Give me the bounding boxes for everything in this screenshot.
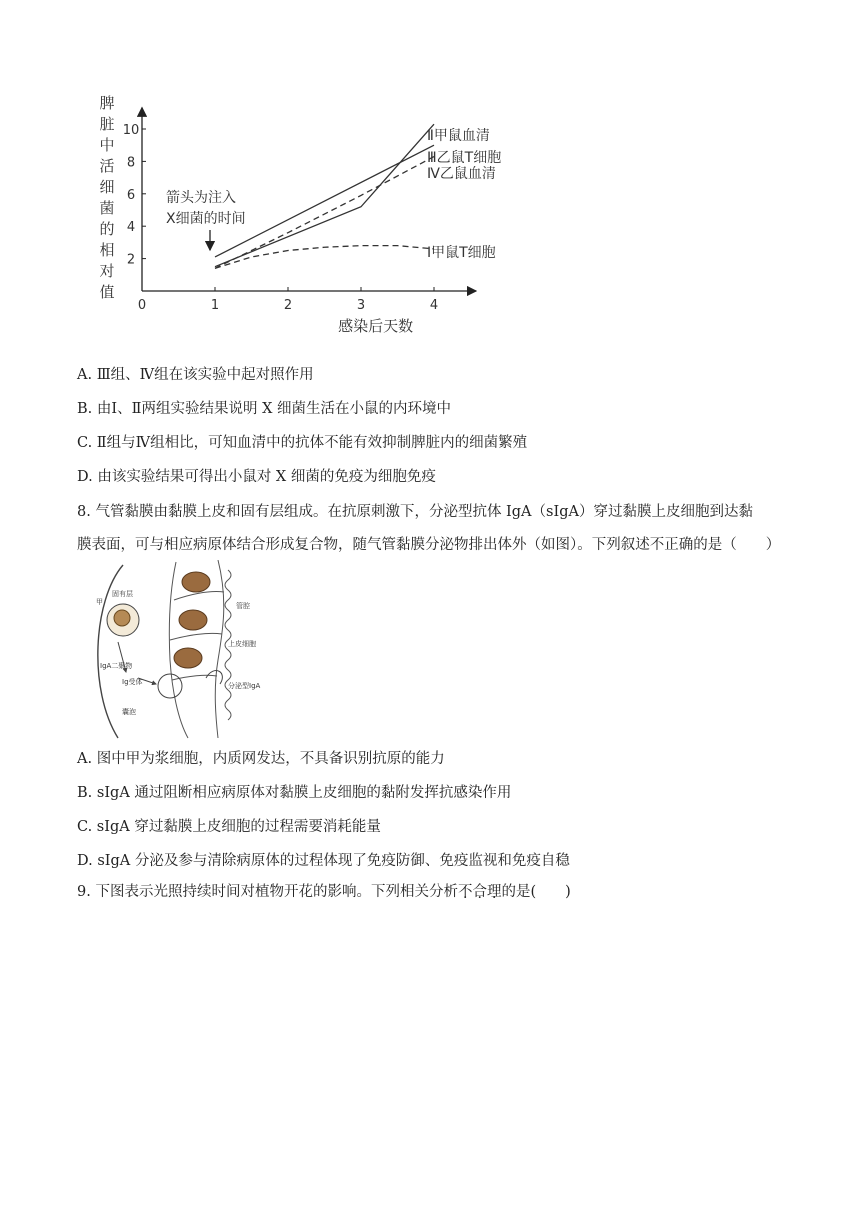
x-tick-label: 2	[283, 298, 293, 313]
y-tick-label: 2	[126, 252, 136, 268]
y-axis-label-char: 值	[99, 283, 115, 301]
q7-chart	[90, 90, 540, 350]
vesicle	[158, 674, 182, 698]
y-axis-label-char: 的	[99, 220, 115, 238]
series-label: Ⅱ甲鼠血清	[427, 128, 490, 144]
q7-option-d: D. 由该实验结果可得出小鼠对 X 细菌的免疫为细胞免疫	[77, 469, 436, 485]
label-vesicle: 囊泡	[122, 708, 136, 716]
q7-option-b: B. 由Ⅰ、Ⅱ两组实验结果说明 X 细菌生活在小鼠的内环境中	[77, 401, 451, 417]
mucosa-diagram	[78, 560, 288, 740]
y-axis-label-char: 相	[99, 241, 115, 259]
emphasis-char: 不	[457, 884, 473, 900]
q8-option-d: D. sIgA 分泌及参与清除病原体的过程体现了免疫防御、免疫监视和免疫自稳	[77, 853, 570, 869]
line-chart-svg	[90, 90, 540, 350]
series-label: Ⅲ乙鼠T细胞	[427, 150, 502, 166]
q8-figure	[78, 560, 288, 740]
x-tick-label: 4	[429, 298, 439, 313]
series-line	[215, 157, 434, 269]
apical-membrane	[215, 560, 224, 738]
annotation-text: 箭头为注入	[166, 190, 236, 206]
q9-stem-post: 的是( )	[501, 884, 571, 900]
label-siga: 分泌型IgA	[228, 682, 261, 690]
y-axis-label-char: 中	[99, 136, 115, 154]
x-tick-label: 1	[210, 298, 220, 313]
x-tick-label: 3	[356, 298, 366, 313]
series-label: Ⅳ乙鼠血清	[427, 166, 496, 182]
x-tick-label: 0	[137, 298, 147, 313]
nucleus	[182, 572, 210, 592]
label-guanqiang: 管腔	[236, 602, 250, 610]
q9-stem-emphasis	[458, 884, 502, 900]
q9-stem	[77, 881, 571, 903]
y-tick-label: 8	[126, 155, 136, 171]
q8-option-a: A. 图中甲为浆细胞，内质网发达，不具备识别抗原的能力	[77, 751, 445, 767]
cell-border	[170, 633, 222, 640]
q7-option-c: C. Ⅱ组与Ⅳ组相比，可知血清中的抗体不能有效抑制脾脏内的细菌繁殖	[77, 435, 528, 451]
emphasis-char: 合	[472, 884, 487, 900]
label-guyouceng: 固有层	[112, 590, 133, 598]
series-line	[215, 124, 434, 267]
y-axis-label-char: 菌	[99, 199, 115, 217]
y-tick-label: 10	[122, 123, 140, 138]
exocytosis	[206, 671, 222, 684]
y-axis-label-char: 脾	[99, 94, 115, 112]
annotation-text: X细菌的时间	[166, 211, 246, 227]
y-axis-label-char: 活	[99, 157, 115, 175]
y-axis-label-char: 细	[99, 178, 115, 196]
series-line	[215, 246, 434, 269]
label-jia: 甲	[96, 598, 103, 606]
cell-border	[174, 592, 224, 600]
q8-stem-line1: 8. 气管黏膜由黏膜上皮和固有层组成。在抗原刺激下，分泌型抗体 IgA（sIgA）穿过黏膜上皮细胞到达黏	[77, 504, 753, 520]
label-shangpi: 上皮细胞	[228, 640, 256, 648]
q9-stem-pre: 9. 下图表示光照持续时间对植物开花的影响。下列相关分析	[77, 884, 458, 900]
q8-stem-line2: 膜表面，可与相应病原体结合形成复合物，随气管黏膜分泌物排出体外（如图）。下列叙述不正确的是（ ）	[77, 537, 781, 553]
series-label: Ⅰ甲鼠T细胞	[427, 245, 496, 261]
nucleus	[179, 610, 207, 630]
emphasis-char: 理	[486, 884, 502, 900]
nucleus	[174, 648, 202, 668]
label-iga-dimer: IgA二聚物	[100, 662, 133, 670]
plasma-cell-nucleus	[114, 610, 130, 626]
q8-option-c: C. sIgA 穿过黏膜上皮细胞的过程需要消耗能量	[77, 819, 381, 835]
series-line	[215, 145, 434, 257]
y-tick-label: 6	[126, 187, 136, 203]
y-axis-label-char: 对	[99, 262, 115, 280]
label-receptor: Ig受体	[122, 678, 143, 686]
x-axis-label: 感染后天数	[338, 317, 414, 335]
y-axis-label-char: 脏	[99, 115, 115, 133]
y-tick-label: 4	[126, 220, 136, 236]
q8-option-b: B. sIgA 通过阻断相应病原体对黏膜上皮细胞的黏附发挥抗感染作用	[77, 785, 512, 801]
q7-option-a: A. Ⅲ组、Ⅳ组在该实验中起对照作用	[77, 367, 314, 383]
